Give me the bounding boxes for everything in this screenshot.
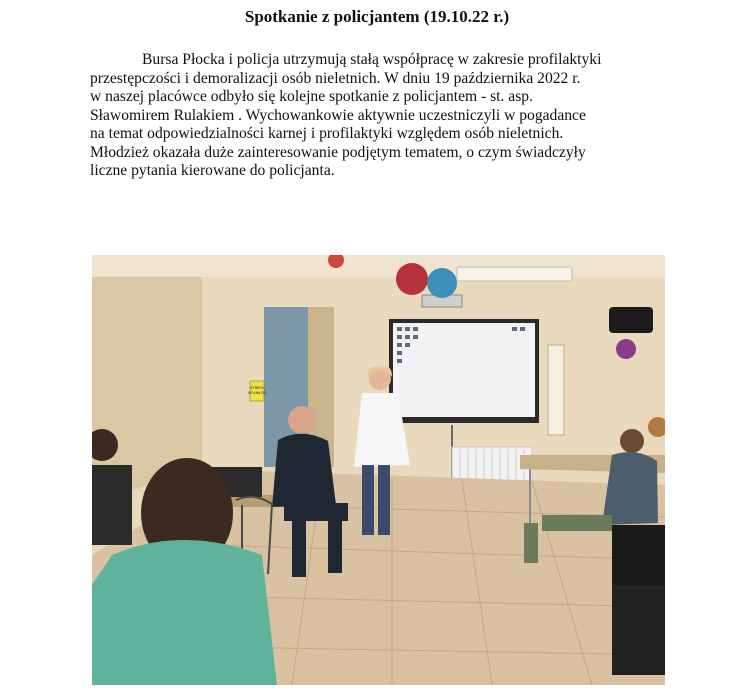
door-sign-line: WOLNA OD <box>247 391 267 395</box>
paragraph-line: przestępczości i demoralizacji osób nieletnich. W dniu 19 października 2022 r. <box>90 69 581 87</box>
document-paragraph <box>90 51 680 181</box>
ceiling-lamp <box>457 267 572 281</box>
ceiling <box>92 255 665 277</box>
balloon-blue <box>427 268 457 298</box>
meeting-photo <box>92 255 665 685</box>
balloon-purple <box>616 339 636 359</box>
paragraph-line: Bursa Płocka i policja utrzymują stałą współpracę w zakresie profilaktyki <box>142 51 602 68</box>
paragraph-line: w naszej placówce odbyło się kolejne spotkanie z policjantem - st. asp. <box>90 88 533 105</box>
paragraph-line: Młodzież okazała duże zainteresowanie podjętym tematem, o czym świadczyły <box>90 143 586 161</box>
paragraph-line: Sławomirem Rulakiem . Wychowankowie aktywnie uczestniczyli w pogadance <box>90 106 586 124</box>
paragraph-line: na temat odpowiedzialności karnej i profilaktyki względem osób nieletnich. <box>90 125 564 142</box>
document-title: Spotkanie z policjantem (19.10.22 r.) <box>244 7 510 26</box>
paragraph-line: liczne pytania kierowane do policjanta. <box>90 162 335 179</box>
balloon-red <box>396 263 428 295</box>
speaker <box>609 307 653 333</box>
door-sign-line: STREFA <box>250 386 264 390</box>
meeting-photo-illustration <box>92 255 665 685</box>
window <box>548 345 564 435</box>
